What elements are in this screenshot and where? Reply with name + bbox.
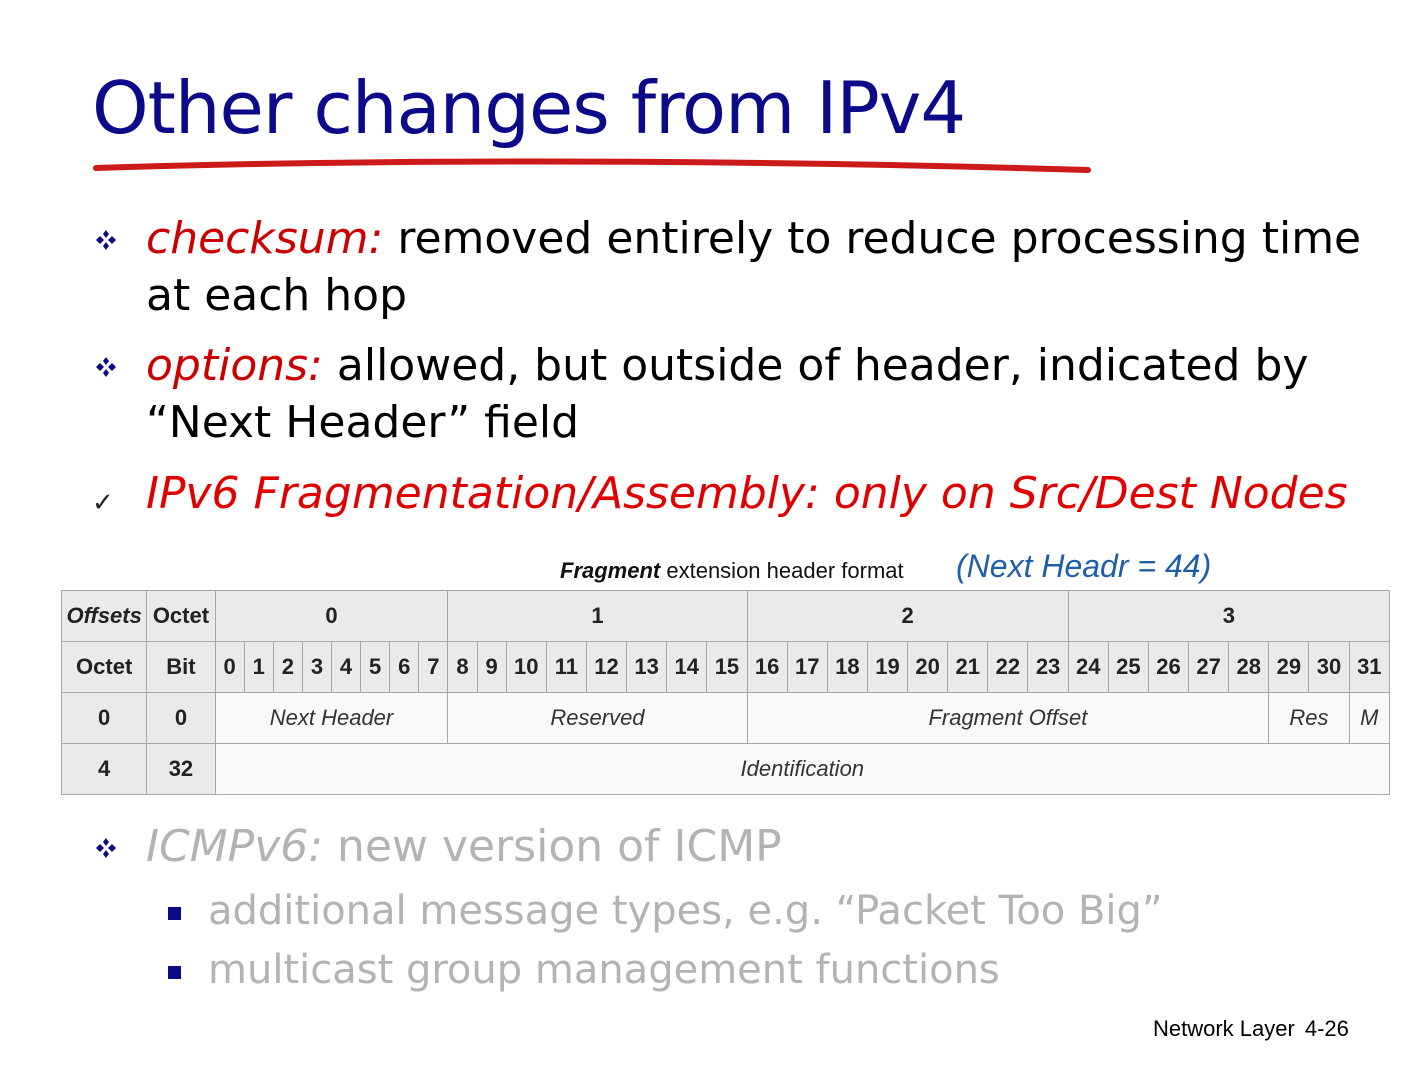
diamond-bullet-icon: [92, 226, 120, 254]
row-1-bit: 32: [147, 744, 215, 795]
next-header-note: (Next Headr = 44): [956, 548, 1212, 584]
row-0-octet: 0: [62, 693, 147, 744]
bit-3: 3: [302, 642, 331, 693]
bit-29: 29: [1269, 642, 1309, 693]
bullet-options-text: [146, 337, 1382, 451]
title-underline: [92, 150, 1092, 180]
field-res: Res: [1269, 693, 1349, 744]
bit-30: 30: [1309, 642, 1349, 693]
bit-17: 17: [787, 642, 827, 693]
page-number: 4-26: [1304, 1016, 1349, 1041]
diamond-bullet-icon: [92, 834, 120, 862]
bit-4: 4: [332, 642, 361, 693]
caption-rest: extension header format: [660, 558, 904, 583]
bit-19: 19: [867, 642, 907, 693]
bit-6: 6: [390, 642, 419, 693]
square-bullet-icon: [168, 966, 181, 979]
slide-title: Other changes from IPv4: [92, 66, 966, 150]
bullet-checksum-text: [146, 210, 1382, 324]
bit-10: 10: [506, 642, 546, 693]
header-octet: Octet: [147, 591, 215, 642]
bullet-options: [92, 337, 1382, 451]
bit-0: 0: [215, 642, 244, 693]
header-octet-1: 1: [448, 591, 747, 642]
header-octet-label: Octet: [62, 642, 147, 693]
fragmentation-text: IPv6 Fragmentation/Assembly: only on Src/Dest Nodes: [146, 468, 1348, 519]
bit-24: 24: [1068, 642, 1108, 693]
bullet-fragmentation: [92, 465, 1382, 522]
bit-15: 15: [707, 642, 747, 693]
square-bullet-icon: [168, 907, 181, 920]
header-offsets: Offsets: [62, 591, 147, 642]
bit-11: 11: [546, 642, 586, 693]
bit-31: 31: [1349, 642, 1389, 693]
bit-1: 1: [244, 642, 273, 693]
field-reserved: Reserved: [448, 693, 747, 744]
table-row-1: [62, 744, 1390, 795]
bit-16: 16: [747, 642, 787, 693]
table-header-row-octets: [62, 591, 1390, 642]
sub-bullet-text: multicast group management functions: [208, 947, 1000, 993]
bullet-icmpv6: [92, 818, 1382, 875]
header-octet-2: 2: [747, 591, 1068, 642]
diamond-bullet-icon: [92, 353, 120, 381]
term-checksum: checksum:: [146, 213, 384, 264]
table-row-0: [62, 693, 1390, 744]
term-options: options:: [146, 340, 323, 391]
field-fragment-offset: Fragment Offset: [747, 693, 1269, 744]
checkmark-icon: ✓: [92, 488, 114, 518]
row-0-bit: 0: [147, 693, 215, 744]
bit-5: 5: [361, 642, 390, 693]
bit-26: 26: [1148, 642, 1188, 693]
sub-bullet-text: additional message types, e.g. “Packet Too Big”: [208, 888, 1163, 934]
options-description: allowed, but outside of header, indicated by “Next Header” field: [146, 340, 1309, 448]
bit-8: 8: [448, 642, 477, 693]
bit-28: 28: [1229, 642, 1269, 693]
table-caption: [560, 558, 904, 584]
bit-2: 2: [273, 642, 302, 693]
field-identification: Identification: [215, 744, 1389, 795]
footer-label: Network Layer: [1153, 1016, 1295, 1041]
header-bit-label: Bit: [147, 642, 215, 693]
bit-27: 27: [1189, 642, 1229, 693]
table-header-row-bits: [62, 642, 1390, 693]
term-icmpv6: ICMPv6:: [146, 821, 324, 872]
field-m-flag: M: [1349, 693, 1389, 744]
bit-13: 13: [627, 642, 667, 693]
bullet-checksum: [92, 210, 1382, 324]
bit-21: 21: [948, 642, 988, 693]
caption-fragment: Fragment: [560, 558, 661, 583]
bit-18: 18: [827, 642, 867, 693]
slide-footer: [1153, 1016, 1349, 1042]
field-next-header: Next Header: [215, 693, 448, 744]
bit-7: 7: [419, 642, 448, 693]
header-octet-3: 3: [1068, 591, 1389, 642]
bit-20: 20: [908, 642, 948, 693]
bit-23: 23: [1028, 642, 1068, 693]
bit-22: 22: [988, 642, 1028, 693]
bit-9: 9: [477, 642, 506, 693]
header-octet-0: 0: [215, 591, 448, 642]
bullet-icmpv6-text: [146, 818, 1382, 875]
bit-25: 25: [1108, 642, 1148, 693]
bit-12: 12: [586, 642, 626, 693]
icmpv6-description: new version of ICMP: [323, 821, 782, 872]
fragment-header-table: [61, 590, 1390, 795]
row-1-octet: 4: [62, 744, 147, 795]
bit-14: 14: [667, 642, 707, 693]
checksum-description: removed entirely to reduce processing time at each hop: [146, 213, 1362, 321]
